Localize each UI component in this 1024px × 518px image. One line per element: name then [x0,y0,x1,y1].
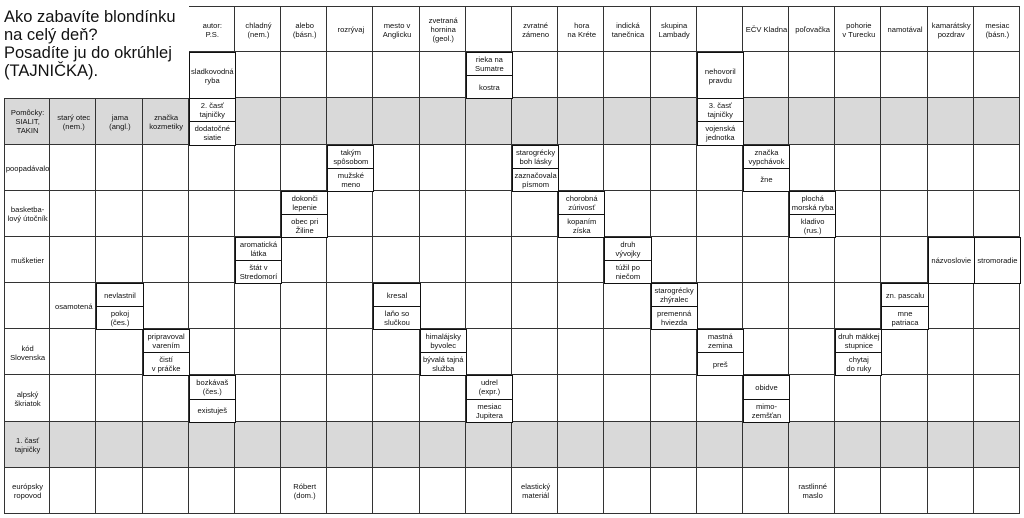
grid-cell[interactable] [420,468,466,514]
grid-cell[interactable] [327,468,373,514]
grid-cell[interactable] [373,468,419,514]
grid-cell[interactable] [189,283,235,329]
clue-rieka: rieka na Sumatre [466,52,513,76]
clue-alebo: alebo (básn.) [292,20,317,39]
clue-kod: kód Slovenska [10,343,46,362]
grid-cell[interactable] [235,329,281,375]
grid-cell[interactable] [697,145,743,191]
grid-cell[interactable] [651,145,697,191]
clue-hora: hora na Kréte [567,20,597,39]
clue-starogrecky1: starogrécky boh lásky [512,145,559,169]
grid-cell[interactable] [558,468,604,514]
grid-cell[interactable] [604,329,650,375]
grid-cell[interactable] [235,145,281,191]
grid-cell[interactable] [466,329,512,375]
grid-cell[interactable] [512,191,558,237]
grid-cell[interactable] [420,237,466,283]
grid-cell[interactable] [281,98,327,144]
grid-cell[interactable] [835,52,881,98]
clue-pokoj: pokoj (čes.) [96,306,143,330]
clue-musketier: mušketier [11,255,45,265]
grid-cell[interactable] [143,283,189,329]
grid-cell[interactable] [466,283,512,329]
grid-cell[interactable] [96,237,142,283]
grid-cell[interactable] [420,98,466,144]
grid-cell[interactable] [420,422,466,468]
grid-cell[interactable] [928,98,974,144]
grid-cell[interactable] [189,422,235,468]
grid-cell[interactable] [789,375,835,421]
grid-cell[interactable] [143,191,189,237]
clue-plocha: plochá morská ryba [789,191,836,215]
grid-cell[interactable] [835,422,881,468]
grid-cell[interactable] [189,329,235,375]
grid-cell[interactable] [327,237,373,283]
grid-cell[interactable] [651,375,697,421]
grid-cell[interactable] [189,145,235,191]
grid-cell[interactable] [327,98,373,144]
grid-cell[interactable] [466,468,512,514]
grid-cell[interactable] [651,98,697,144]
clue-mastna: mastná zemina [697,329,744,353]
grid-cell[interactable] [420,191,466,237]
clue-pomocky: Pomôcky: SIALIT, TAKIN [10,108,45,136]
grid-cell[interactable] [743,191,789,237]
clue-kresal: kresal [373,283,420,307]
grid-cell[interactable] [651,422,697,468]
grid-cell[interactable] [928,468,974,514]
grid-cell[interactable] [835,468,881,514]
grid-cell[interactable] [789,283,835,329]
grid-cell[interactable] [373,237,419,283]
grid-cell[interactable] [50,375,96,421]
clue-zvetrana: zvetraná hornina (geol.) [428,16,458,44]
clue-stat: štát v Stredomorí [235,260,282,284]
clue-sladkovodna: sladkovodná ryba [189,52,236,99]
grid-cell[interactable] [327,52,373,98]
grid-cell[interactable] [143,145,189,191]
crossword-grid [4,6,1020,514]
clue-zvratne: zvratné zámeno [522,20,550,39]
grid-cell[interactable] [928,422,974,468]
grid-cell[interactable] [881,468,927,514]
clue-ecv: EČV Kladna [745,25,788,35]
grid-cell[interactable] [789,98,835,144]
grid-cell[interactable] [697,237,743,283]
grid-cell[interactable] [974,468,1020,514]
grid-cell[interactable] [373,98,419,144]
grid-cell[interactable] [881,191,927,237]
grid-cell[interactable] [651,191,697,237]
grid-cell[interactable] [143,468,189,514]
grid-cell[interactable] [928,283,974,329]
grid-cell[interactable] [512,237,558,283]
grid-cell[interactable] [96,422,142,468]
clue-elasticky: elastický materiál [521,482,551,501]
clue-osamotena: osamotená [54,302,93,312]
grid-cell[interactable] [835,98,881,144]
grid-cell[interactable] [281,422,327,468]
grid-cell[interactable] [50,468,96,514]
grid-cell[interactable] [558,329,604,375]
clue-polovacka: poľovačka [795,25,831,35]
grid-cell[interactable] [789,422,835,468]
grid-cell[interactable] [974,422,1020,468]
grid-cell[interactable] [604,468,650,514]
grid-cell[interactable] [835,191,881,237]
clue-zaznacovala: zaznačovala písmom [512,168,559,192]
clue-nehovoril: nehovoril pravdu [697,52,744,99]
grid-cell[interactable] [558,375,604,421]
grid-cell[interactable] [881,145,927,191]
grid-cell[interactable] [327,422,373,468]
grid-cell[interactable] [50,145,96,191]
grid-cell[interactable] [373,422,419,468]
grid-cell[interactable] [143,422,189,468]
grid-cell[interactable] [697,6,743,52]
clue-kopanim: kopaním získa [558,214,605,238]
grid-cell[interactable] [96,145,142,191]
clue-stromoradie: stromoradie [974,237,1021,284]
grid-cell[interactable] [512,52,558,98]
grid-cell[interactable] [789,329,835,375]
clue-byvala: bývalá tajná služba [420,352,467,376]
clue-basketbalovy: basketba- lový útočník [7,205,48,224]
grid-cell[interactable] [373,145,419,191]
grid-cell[interactable] [743,98,789,144]
grid-cell[interactable] [50,422,96,468]
clue-druh: druh vývojky [604,237,651,261]
clue-udrel: udrel (expr.) [466,375,513,399]
clue-lano: laňo so slučkou [373,306,420,330]
grid-cell[interactable] [604,422,650,468]
clue-vypchavok: značka vypchávok [743,145,790,169]
grid-cell[interactable] [189,237,235,283]
grid-cell[interactable] [743,283,789,329]
grid-cell[interactable] [50,237,96,283]
grid-cell[interactable] [512,422,558,468]
grid-cell[interactable] [604,145,650,191]
grid-cell[interactable] [327,329,373,375]
grid-cell[interactable] [928,375,974,421]
grid-cell[interactable] [373,52,419,98]
grid-cell[interactable] [558,283,604,329]
grid-cell[interactable] [373,375,419,421]
grid-cell[interactable] [235,375,281,421]
grid-cell[interactable] [604,375,650,421]
puzzle-title: Ako zabavíte blondínku na celý deň? Posadíte ju do okrúhlej (TAJNIČKA). [4,8,176,80]
grid-cell[interactable] [281,329,327,375]
clue-rozryvaj: rozrývaj [337,25,365,35]
grid-cell[interactable] [420,145,466,191]
grid-cell[interactable] [604,52,650,98]
grid-cell[interactable] [974,329,1020,375]
grid-cell[interactable] [512,375,558,421]
grid-cell[interactable] [235,422,281,468]
clue-existujes: existuješ [189,399,236,423]
grid-cell[interactable] [466,191,512,237]
grid-cell[interactable] [974,98,1020,144]
grid-cell[interactable] [743,329,789,375]
grid-cell[interactable] [974,191,1020,237]
clue-autor: autor: P.S. [202,20,223,39]
grid-cell[interactable] [835,237,881,283]
grid-cell[interactable] [928,52,974,98]
grid-cell[interactable] [143,237,189,283]
clue-tajnicka1: 1. časť tajničky [14,436,41,455]
grid-cell[interactable] [881,375,927,421]
clue-dokonci: dokonči lepenie [281,191,328,215]
grid-cell[interactable] [96,375,142,421]
grid-cell[interactable] [327,191,373,237]
clue-tajnicka2: 2. časť tajničky [189,98,236,122]
grid-cell[interactable] [881,329,927,375]
grid-cell[interactable] [743,468,789,514]
grid-cell[interactable] [235,98,281,144]
grid-cell[interactable] [835,145,881,191]
grid-cell[interactable] [974,52,1020,98]
clue-pascalu: zn. pascalu [881,283,928,307]
clue-tajnicka3: 3. časť tajničky [697,98,744,122]
grid-cell[interactable] [327,375,373,421]
grid-cell[interactable] [928,145,974,191]
clue-tuzil: túžil po niečom [604,260,651,284]
clue-chladny: chladný (nem.) [245,20,272,39]
grid-cell[interactable] [697,375,743,421]
grid-cell[interactable] [281,145,327,191]
grid-cell[interactable] [512,98,558,144]
grid-cell[interactable] [974,145,1020,191]
grid-cell[interactable] [466,145,512,191]
clue-vojenska: vojenská jednotka [697,121,744,145]
grid-cell[interactable] [373,329,419,375]
clue-chorobna: chorobná zúrivosť [558,191,605,215]
grid-cell[interactable] [651,468,697,514]
grid-cell[interactable] [281,375,327,421]
grid-cell[interactable] [743,52,789,98]
clue-premenna: premenná hviezda [651,306,698,330]
clue-kamaratsky: kamarátsky pozdrav [931,20,971,39]
grid-cell[interactable] [466,237,512,283]
grid-cell[interactable] [143,375,189,421]
grid-cell[interactable] [974,375,1020,421]
clue-nevlastnil: nevlastnil [96,283,143,307]
grid-cell[interactable] [974,283,1020,329]
grid-cell[interactable] [604,98,650,144]
grid-cell[interactable] [881,237,927,283]
clue-mesiacjup: mesiac Jupitera [466,399,513,423]
grid-cell[interactable] [235,283,281,329]
grid-cell[interactable] [96,468,142,514]
grid-cell[interactable] [512,283,558,329]
clue-cisti: čistí v práčke [143,352,190,376]
clue-pohorie: pohorie v Turecku [842,20,876,39]
grid-cell[interactable] [373,191,419,237]
grid-cell[interactable] [789,145,835,191]
grid-cell[interactable] [604,191,650,237]
grid-cell[interactable] [466,6,512,52]
clue-pripravoval: pripravoval varením [143,329,190,353]
grid-cell[interactable] [881,52,927,98]
clue-rastlinne: rastlinné maslo [798,482,828,501]
grid-cell[interactable] [96,329,142,375]
grid-cell[interactable] [281,52,327,98]
clue-obidve: obidve [743,375,790,399]
grid-cell[interactable] [420,283,466,329]
clue-namotaval: namotával [887,25,923,35]
clue-jama: jama (angl.) [109,112,131,131]
clue-himalajsky: himalájsky byvolec [420,329,467,353]
grid-cell[interactable] [512,329,558,375]
clue-mesto: mesto v Anglicku [382,20,412,39]
clue-patriaca: mne patriaca [881,306,928,330]
clue-zne: žne [743,168,790,192]
grid-cell[interactable] [50,329,96,375]
grid-cell[interactable] [466,98,512,144]
grid-cell[interactable] [235,468,281,514]
grid-cell[interactable] [235,52,281,98]
grid-cell[interactable] [4,283,50,329]
grid-cell[interactable] [281,237,327,283]
clue-muzske: mužské meno [327,168,374,192]
grid-cell[interactable] [789,237,835,283]
grid-cell[interactable] [96,191,142,237]
grid-cell[interactable] [189,468,235,514]
grid-cell[interactable] [928,191,974,237]
clue-obec: obec pri Žiline [281,214,328,238]
grid-cell[interactable] [697,283,743,329]
grid-cell[interactable] [558,98,604,144]
grid-cell[interactable] [189,191,235,237]
clue-poopadavalo: poopadávalo [5,163,50,173]
grid-cell[interactable] [420,375,466,421]
clue-mesiac: mesiac (básn.) [985,20,1010,39]
grid-cell[interactable] [420,52,466,98]
grid-cell[interactable] [466,422,512,468]
clue-kladivo: kladivo (rus.) [789,214,836,238]
clue-takym: takým spôsobom [327,145,374,169]
clue-kostra: kostra [466,75,513,99]
grid-cell[interactable] [697,468,743,514]
clue-chytaj: chytaj do ruky [835,352,882,376]
clue-starogrecky2: starogrécky zhýralec [651,283,698,307]
clue-druhmakkej: druh mäkkej stupnice [835,329,882,353]
grid-cell[interactable] [558,422,604,468]
grid-cell[interactable] [789,52,835,98]
clue-pres: preš [697,352,744,376]
clue-skupina: skupina Lambady [658,20,690,39]
clue-aromaticka: aromatická látka [235,237,282,261]
clue-bozkavas: bozkávaš (čes.) [189,375,236,399]
grid-cell[interactable] [881,422,927,468]
clue-robert: Róbert (dom.) [293,482,317,501]
grid-cell[interactable] [928,329,974,375]
grid-cell[interactable] [743,237,789,283]
clue-alpsky: alpský škriatok [14,390,41,409]
grid-cell[interactable] [558,237,604,283]
clue-nazvoslovie: názvoslovie [928,237,975,284]
grid-cell[interactable] [835,283,881,329]
grid-cell[interactable] [651,329,697,375]
grid-cell[interactable] [697,191,743,237]
grid-cell[interactable] [881,98,927,144]
clue-europsky: európsky ropovod [12,482,43,501]
grid-cell[interactable] [604,283,650,329]
grid-cell[interactable] [697,422,743,468]
grid-cell[interactable] [651,237,697,283]
clue-znacka: značka kozmetiky [149,112,183,131]
clue-stary: starý otec (nem.) [57,112,91,131]
grid-cell[interactable] [281,283,327,329]
grid-cell[interactable] [651,52,697,98]
clue-indicka: indická tanečnica [611,20,645,39]
grid-cell[interactable] [50,191,96,237]
grid-cell[interactable] [327,283,373,329]
grid-cell[interactable] [558,145,604,191]
grid-cell[interactable] [235,191,281,237]
grid-cell[interactable] [558,52,604,98]
grid-cell[interactable] [835,375,881,421]
grid-cell[interactable] [743,422,789,468]
clue-dodatocne: dodatočné siatie [189,121,236,145]
clue-mimozemstan: mimo- zemšťan [743,399,790,423]
